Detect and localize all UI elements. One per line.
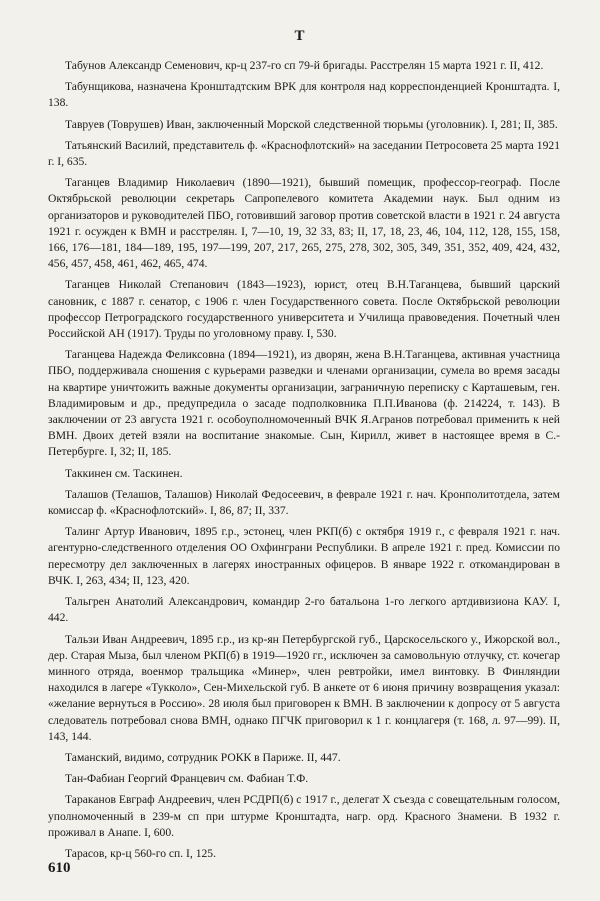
entry-talashov: Талашов (Телашов, Талашов) Николай Федосеевич, в феврале 1921 г. нач. Кронполитотдела, затем комиссар ф. «Краснофлотский». I, 86, 87; II, 337. [48, 487, 560, 518]
entry-tarakanov: Тараканов Евграф Андреевич, член РСДРП(б) с 1917 г., делегат X съезда с совещательным голосом, уполномоченный в 239-м сп при штурме Кронштадта, нагр. орд. Красного Знамени. В 1932 г. проживал в Анапе. I, 600. [48, 793, 560, 839]
section-letter-heading: Т [294, 28, 306, 44]
page-number: 610 [48, 860, 71, 876]
entry-takkinen: Таккинен см. Таскинен. [65, 466, 183, 480]
index-entries [48, 58, 560, 867]
entry-tamansky: Таманский, видимо, сотрудник РОКК в Париже. II, 447. [65, 750, 341, 764]
entry-talgren: Тальгрен Анатолий Александрович, командир 2-го батальона 1-го легкого артдивизиона КАУ. I, 442. [48, 595, 560, 625]
entry-tarasov: Тарасов, кр-ц 560-го сп. I, 125. [65, 846, 216, 860]
entry-tatyansky: Татьянский Василий, представитель ф. «Краснофлотский» на заседании Петросовета 25 марта 1921 г. I, 635. [48, 138, 560, 169]
entry-tabunov: Табунов Александр Семенович, кр-ц 237-го сп 79-й бригады. Расстрелян 15 марта 1921 г. II, 412. [65, 59, 544, 72]
entry-tagantseva-nadezhda: Таганцева Надежда Феликсовна (1894—1921), из дворян, жена В.Н.Таганцева, активная участница ПБО, поддерживала сношения с курьерами разведки и членами организации, сумела во время засады на квартире уничтожить важные документы организации, заграничную переписку с Карташевым, ген. Владимировым и др., предупредила о засаде подполковника П.П.Иванова (ф. 214224, т. 143). В заключении от 23 августа 1921 г. особоуполномоченный ВЧК Я.Агранов потребовал применить к ней ВМН. Двоих детей взяли на воспитание знакомые. Сын, Кирилл, живет в настоящее время в С.-Петербурге. I, 32; II, 185. [48, 348, 560, 459]
entry-taling: Талинг Артур Иванович, 1895 г.р., эстонец, член РКП(б) с октября 1919 г., с февраля 1921 г. нач. агентурно-следственного отделения ОО Охфинграни Республики. В апреле 1921 г. пред. Комиссии по пересмотру дел заключенных в лагерях иностранных офицеров. В январе 1922 г. откомандирован в ВЧК. I, 263, 434; II, 123, 420. [48, 525, 560, 587]
entry-tabunshchikova: Табунщикова, назначена Кронштадтским ВРК для контроля над корреспонденцией Кронштадта. I, 138. [48, 80, 560, 110]
entry-tagantsev-vladimir: Таганцев Владимир Николаевич (1890—1921), бывший помещик, профессор-географ. После Октябрьской революции секретарь Сапропелевого комитета Академии наук. Был одним из организаторов и руководителей ПБО, готовивший заговор против советской власти в 1921 г. 24 августа 1921 г. осужден к ВМН и расстрелян. I, 7—10, 19, 32 33, 83; II, 17, 18, 23, 46, 104, 112, 128, 155, 158, 166, 176—181, 184—189, 195, 197—199, 207, 217, 265, 275, 278, 302, 305, 349, 351, 352, 409, 424, 432, 456, 457, 458, 461, 462, 465, 474. [48, 176, 560, 271]
entry-talzi: Тальзи Иван Андреевич, 1895 г.р., из кр-ян Петербургской губ., Царскосельского у., Ижорской вол., дер. Старая Мыза, был членом РКП(б) в 1919—1920 гг., исключен за самовольную отлучку, ст. кочегар минного отряда, военмор тральщика «Минер», член ревтройки, имел винтовку. В Финляндии находился в лагере «Тукколо», Сен-Михельской губ. В анкете от 6 июня причину возвращения указал: «желание вернуться в Россию». 28 июля был приговорен к ВМН. В заключении к допросу от 5 августа следователь потребовал снова ВМН, однако ПГЧК приговорил к 1 г. концлагеря (т. 168, л. 97—99). II, 143, 144. [48, 632, 560, 743]
entry-tagantsev-nikolai: Таганцев Николай Степанович (1843—1923), юрист, отец В.Н.Таганцева, бывший царский сановник, с 1887 г. сенатор, с 1906 г. член Государственного совета. После Октябрьской революции профессор Петроградского государственного университета и Училища правоведения. Почетный член Российской АН (1917). Труды по уголовному праву. I, 530. [48, 278, 560, 341]
entry-tavruev: Тавруев (Товрушев) Иван, заключенный Морской следственной тюрьмы (уголовник). I, 281; II, 385. [65, 117, 558, 131]
entry-tan-fabian: Тан-Фабиан Георгий Францевич см. Фабиан Т.Ф. [65, 772, 309, 786]
